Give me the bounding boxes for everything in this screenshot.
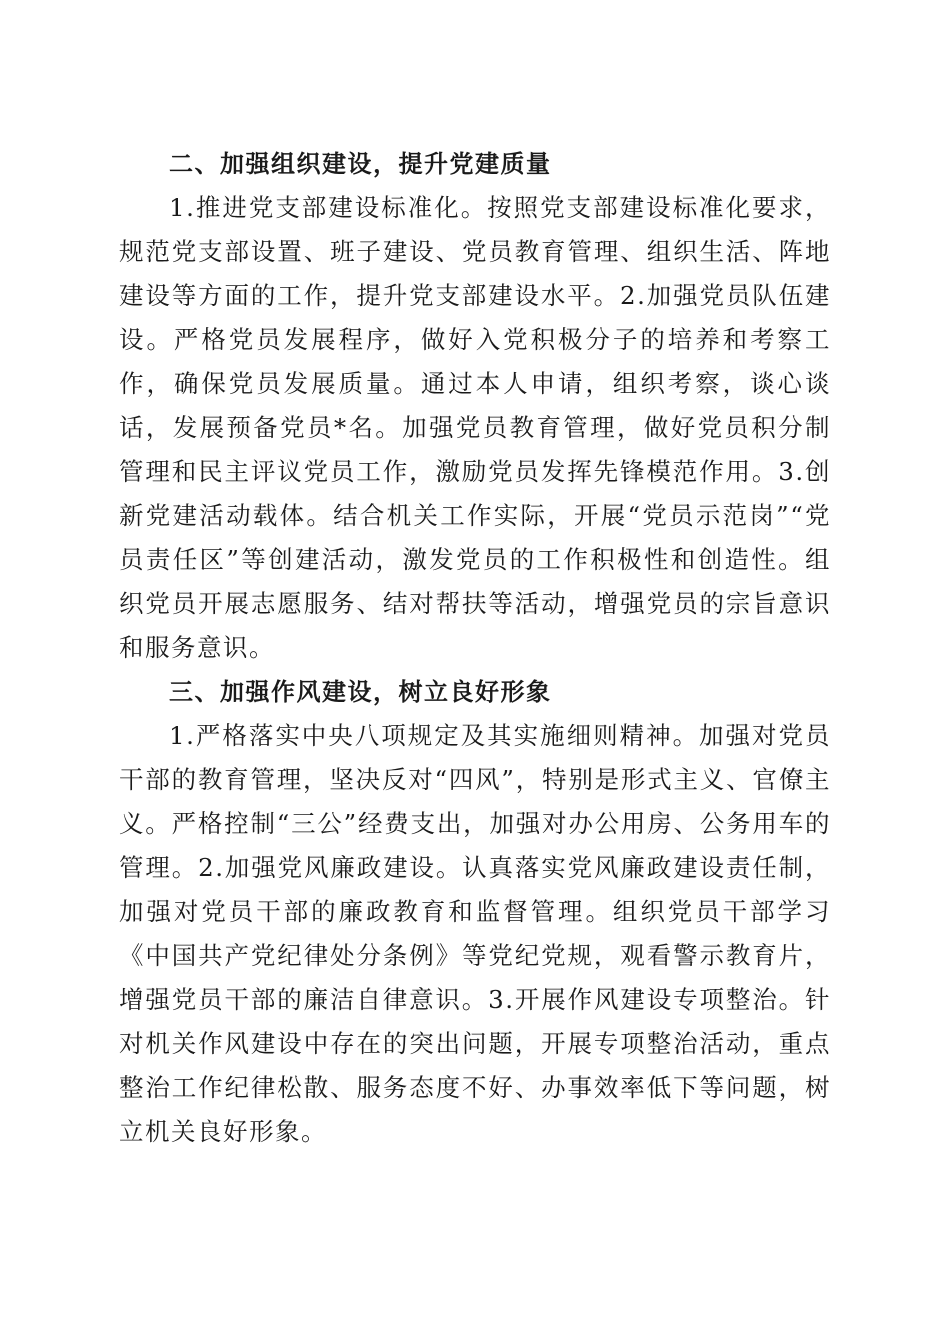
section-paragraph-organization: 1.推进党支部建设标准化。按照党支部建设标准化要求，规范党支部设置、班子建设、党员教育管理、组织生活、阵地建设等方面的工作，提升党支部建设水平。2.加强党员队伍建设。严格党员发展程序，做好入党积极分子的培养和考察工作，确保党员发展质量。通过本人申请，组织考察，谈心谈话，发展预备党员*名。加强党员教育管理，做好党员积分制管理和民主评议党员工作，激励党员发挥先锋模范作用。3.创新党建活动载体。结合机关工作实际，开展“党员示范岗”“党员责任区”等创建活动，激发党员的工作积极性和创造性。组织党员开展志愿服务、结对帮扶等活动，增强党员的宗旨意识和服务意识。	[119, 193, 831, 662]
section-heading-work-style: 三、加强作风建设，树立良好形象	[169, 678, 552, 706]
section-paragraph-work-style: 1.严格落实中央八项规定及其实施细则精神。加强对党员干部的教育管理，坚决反对“四风”，特别是形式主义、官僚主义。严格控制“三公”经费支出，加强对办公用房、公务用车的管理。2.加强党风廉政建设。认真落实党风廉政建设责任制，加强对党员干部的廉政教育和监督管理。组织党员干部学习《中国共产党纪律处分条例》等党纪党规，观看警示教育片，增强党员干部的廉洁自律意识。3.开展作风建设专项整治。针对机关作风建设中存在的突出问题，开展专项整治活动，重点整治工作纪律松散、服务态度不好、办事效率低下等问题，树立机关良好形象。	[119, 721, 831, 1146]
document-body	[119, 142, 831, 1154]
section-heading-organization: 二、加强组织建设，提升党建质量	[169, 150, 552, 178]
